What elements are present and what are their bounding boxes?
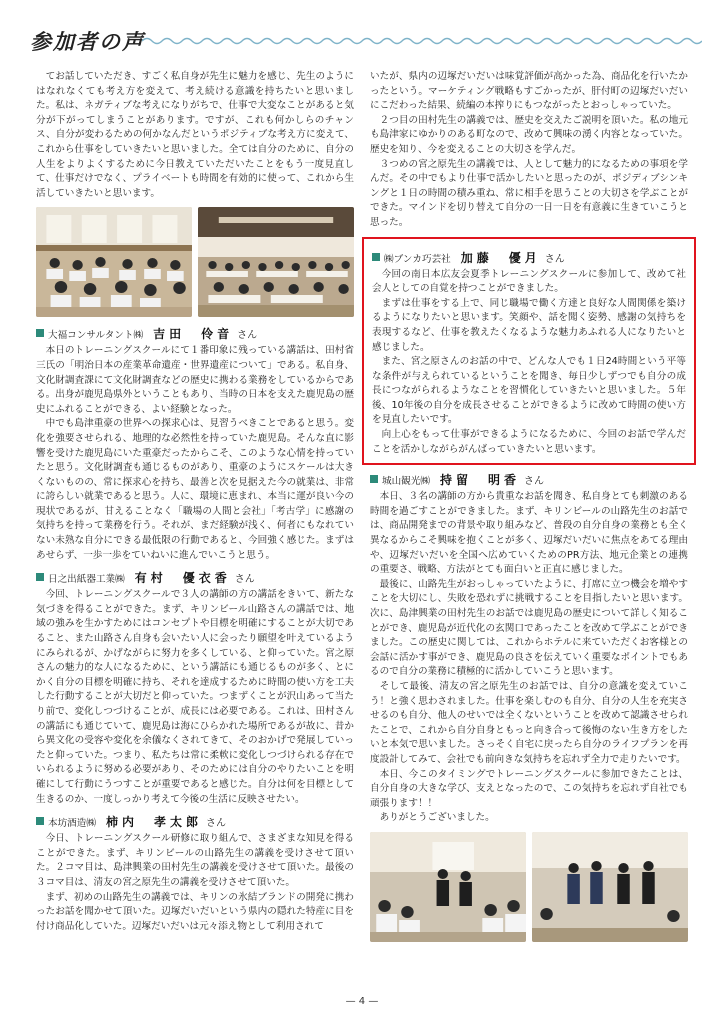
person-name: 持留 明香 [439,473,520,488]
testimonial-yoshida [36,325,354,563]
paragraph: また、宮之原さんのお話の中で、どんな人でも１日24時間という平等な条件が与えられているということを聞き、毎日少しずつでも自分の成長につながられるようなことを習慣化していきたいと思いました。５年後、10年後の自分を成長させることができるように改めて時間の使い方を見直したいです。 [372,356,686,426]
intro-paragraph: てお話していただき、すごく私自身が先生に魅力を感じ、先生のようにはなれなくても考え方を変えて、考え続ける意識を持ちたいと思いました。私は、ネガティブな考えになりがちで、仕事で大変なことがあると気分が下がってしまうことがあります。ですが、これも何かしらのチャンス、自分が変わるための何かなんだというポジティブな考え方に変えて、これから仕事をしていきたいと思いました。全ては自分のために、自分の人生をよりよくするために今日教えていただいたことをもう一度見直して、仕事だけでなく、プライベートも時間を有効的に使って、これから生活していきたいと思います。 [36,71,354,199]
page-number: — 4 — [345,996,379,1007]
testimonial-header [36,569,354,586]
company-name: 城山観光㈱ [382,476,430,488]
honorific: さん [544,253,565,265]
testimonial-header [370,471,688,488]
photo-row-top [36,207,354,317]
honorific: さん [523,476,544,488]
paragraph: いたが、県内の辺塚だいだいは味覚評価が高かった為、商品化を行いたかったという。マーケティング戦略もすごかったが、肝付町の辺塚だいだいにこだわった結果、続編の本搾りにもつながったとおっしゃっていた。 [370,71,688,112]
honorific: さん [205,818,226,830]
paragraph: 本日、今このタイミングでトレーニングスクールに参加できたことは、自分自身の大きな学び、支えとなったので、この気持ちを忘れず自社でも頑張ります！！ [370,768,688,809]
paragraph: 向上心をもって仕事ができるようになるために、今回のお話で学んだことを活かしながらがんばっていきたいと思います。 [372,429,686,455]
testimonial-header [36,325,354,342]
paragraph: まず、初めの山路先生の講義では、キリンの氷結ブランドの開発に携わったお話を聞かせて頂いた。辺塚だいだいという県内の隠れた特産に目を付け商品化していた。辺塚だいだいは元々添え物として利用されて [36,891,354,932]
group-discussion-photo [532,832,688,942]
lecture-hall-photo [198,207,354,317]
company-name: 日之出紙器工業㈱ [48,574,125,586]
wave-decoration [142,36,702,46]
paragraph: まずは仕事をする上で、同じ職場で働く方達と良好な人間関係を築けるようになりたいと思います。笑顔や、話を聞く姿勢、感謝の気持ちを表現するなど、仕事を教えたくなるような魅力あふれる人になりたいと感じました。 [372,297,686,353]
paragraph: ありがとうございました。 [379,812,495,824]
person-name: 加藤 優月 [460,250,541,265]
square-bullet-icon [36,329,44,337]
person-name: 吉田 伶音 [153,327,234,342]
paragraph: そして最後、清友の宮之原先生のお話では、自分の意識を変えていこう！と強く思わされました。仕事を楽しむのも自分、自分の人生を充実させるのも自分、他人のせいでは全くないということを改めて認識させられたことで、これから自分自身ともっと向き合って後悔のない生き方をしたいと本気で思いました。さっそく自宅に戻ったら自分のライフプランを再度設計してみて、会社でも前向きな気持ちを忘れず全力で走りたいです。 [370,680,688,765]
paragraph: 最後に、山路先生がおっしゃっていたように、打席に立つ機会を増やすことを大切にし、失敗を恐れずに挑戦することを目指したいと思います。次に、島津興業の田村先生のお話では鹿児島の歴史について詳しく知ることができ、鹿児島が近代化の玄関口であったことを改めて学ぶことができました。この歴史に関しては、これからホテルに来ていただくお客様との会話に活かす事ができ、鹿児島の良さを伝えていく重要なポイントでもあるので自分の業務に積極的に活かしていこうと思います。 [370,578,688,678]
square-bullet-icon [36,817,44,825]
right-column [370,70,688,950]
paragraph: 今日、トレーニングスクール研修に取り組んで、さまざまな知見を得ることができた。まず、キリンビールの山路先生の講義を受けさせて頂いた。２コマ目は、島津興業の田村先生の講義を受けさせて頂いた。最後の３コマ目は、清友の宮之原先生の講義を受けさせて頂いた。 [36,833,354,888]
paragraph: 今回の南日本広友会夏季トレーニングスクールに参加して、改めて社会人としての自覚を持つことができました。 [372,268,686,295]
square-bullet-icon [36,573,44,581]
seminar-photo [36,207,192,317]
person-name: 有村 優衣香 [134,571,231,586]
paragraph: 今回、トレーニングスクールで３人の講師の方の講話をきいて、新たな気づきを得ることができた。まず、キリンビール山路さんの講話では、地域の強みを生かすためにはコンセプトや目標を明確にすることが大切であること、また山路さん自身も会いたい人に会ったり願望を叶えているようにみられるが、かげながらに努力を多くしている、と仰っていた。宮之原さんの魅力的な人になるために、という講話にも通じるものが多く、とにかく自分の目標を明確に持ち、それを達成するために時間の使い方を工夫した行動することが大切だと仰っていた。つまずくことが沢山あって当たり前で、変化しつづけることが、成長には必要である。これは、田村さんの講話にも通じていて、鹿児島は海にひらかれた場所であるが故に、昔から異文化の受容や変化を余儀なくされてきて、そのおかげで発展していったと仰っていた。つまり、私たちは常に柔軟に変化しつづけられる存在でいられるように努める必要があり、そのためには自分のやりたいことを明確にして行動にうつすことが重要であると感じた。自分は何を目標として生きるのか、一度しっかり考えて今後の生活に反映させたい。 [36,589,354,805]
person-name: 柿内 孝太郎 [105,815,202,830]
paragraph: 中でも島津重豪の世界への探求心は、見習うべきことであると思う。変化を強要させられる、地理的な必然性を持っていた鹿児島。そんな直に影響を受けた鹿児島にいた重豪だったからこそ、このような心情を持っていたと思う。文化財調査も通じるものがあり、重豪のようにスケールは大きくないものの、常に探求心を持ち、最善と次を見据えた今の就業は、非常に誇らしい就業であると思う。人に、環境に恵まれ、本当に運が良い今の現状であるが、甘えることなく「職場の人間と会社」「考古学」に感謝の気持ちを持って業務を行う。それが、まだ経験が浅く、何者にもなれていない未熟な自分にできる最低限の行動であると、今回強く感じた。まずはあせらず、一歩一歩をていねいに進んでいこうと思う。 [36,418,354,561]
paragraph: 本日、３名の講師の方から貴重なお話を聞き、私自身とても刺激のある時間を過ごすことができました。まず、キリンビールの山路先生のお話では、商品開発までの背景や取り組みなど、普段の自分自身の業務とも全く異なるからこそ興味を抱くことが多く、辺塚だいだいに焦点をあてる理由や、辺塚だいだいを全国へ広めていくためのPR方法、地元企業との連携の重要さ、戦略、方法がとても面白いと正直に感じました。 [370,491,688,576]
testimonial-kato-highlighted [362,237,696,466]
honorific: さん [234,574,255,586]
company-name: 本坊酒造㈱ [48,818,96,830]
paragraph: ３つめの宮之原先生の講義では、人として魅力的になるための事項を学んだ。その中でもより仕事で活かしたいと思ったのが、ポジディブシンキングと１日の時間の積み重ね、常に相手を思うことの大切さを学ぶことができた。マインドを切り替えて自分の一日一日を有意義に生きていこうと思った。 [370,158,688,228]
square-bullet-icon [370,475,378,483]
testimonial-kakiuchi [36,813,354,934]
company-name: 大福コンサルタント㈱ [48,330,144,342]
paragraph: ２つ目の田村先生の講義では、歴史を交えたご説明を頂いた。私の地元も島津家にゆかりのある町なので、改めて興味の湧く内容となっていた。歴史を知り、今を変えることの大切さを学んだ。 [370,114,688,155]
testimonial-header [372,249,686,266]
honorific: さん [237,330,258,342]
company-name: ㈱ブンカ巧芸社 [384,253,451,265]
left-column [36,70,354,934]
testimonial-mochidome [370,471,688,826]
photo-row-bottom [370,832,688,942]
testimonial-arimura [36,569,354,807]
testimonial-header [36,813,354,830]
speaker-photo [370,832,526,942]
page-header [30,26,700,60]
square-bullet-icon [372,253,380,261]
page-title: 参加者の声 [30,30,145,54]
paragraph: 本日のトレーニングスクールにて１番印象に残っている講話は、田村省三氏の「明治日本の産業革命遺産・世界遺産について」である。私自身、文化財調査課にて文化財調査などの歴史に携わる業務をしているからである。出身が鹿児島県外ということもあり、当時の日本を支えた鹿児島の歴史にふれることができる、よい経験となった。 [36,345,354,415]
